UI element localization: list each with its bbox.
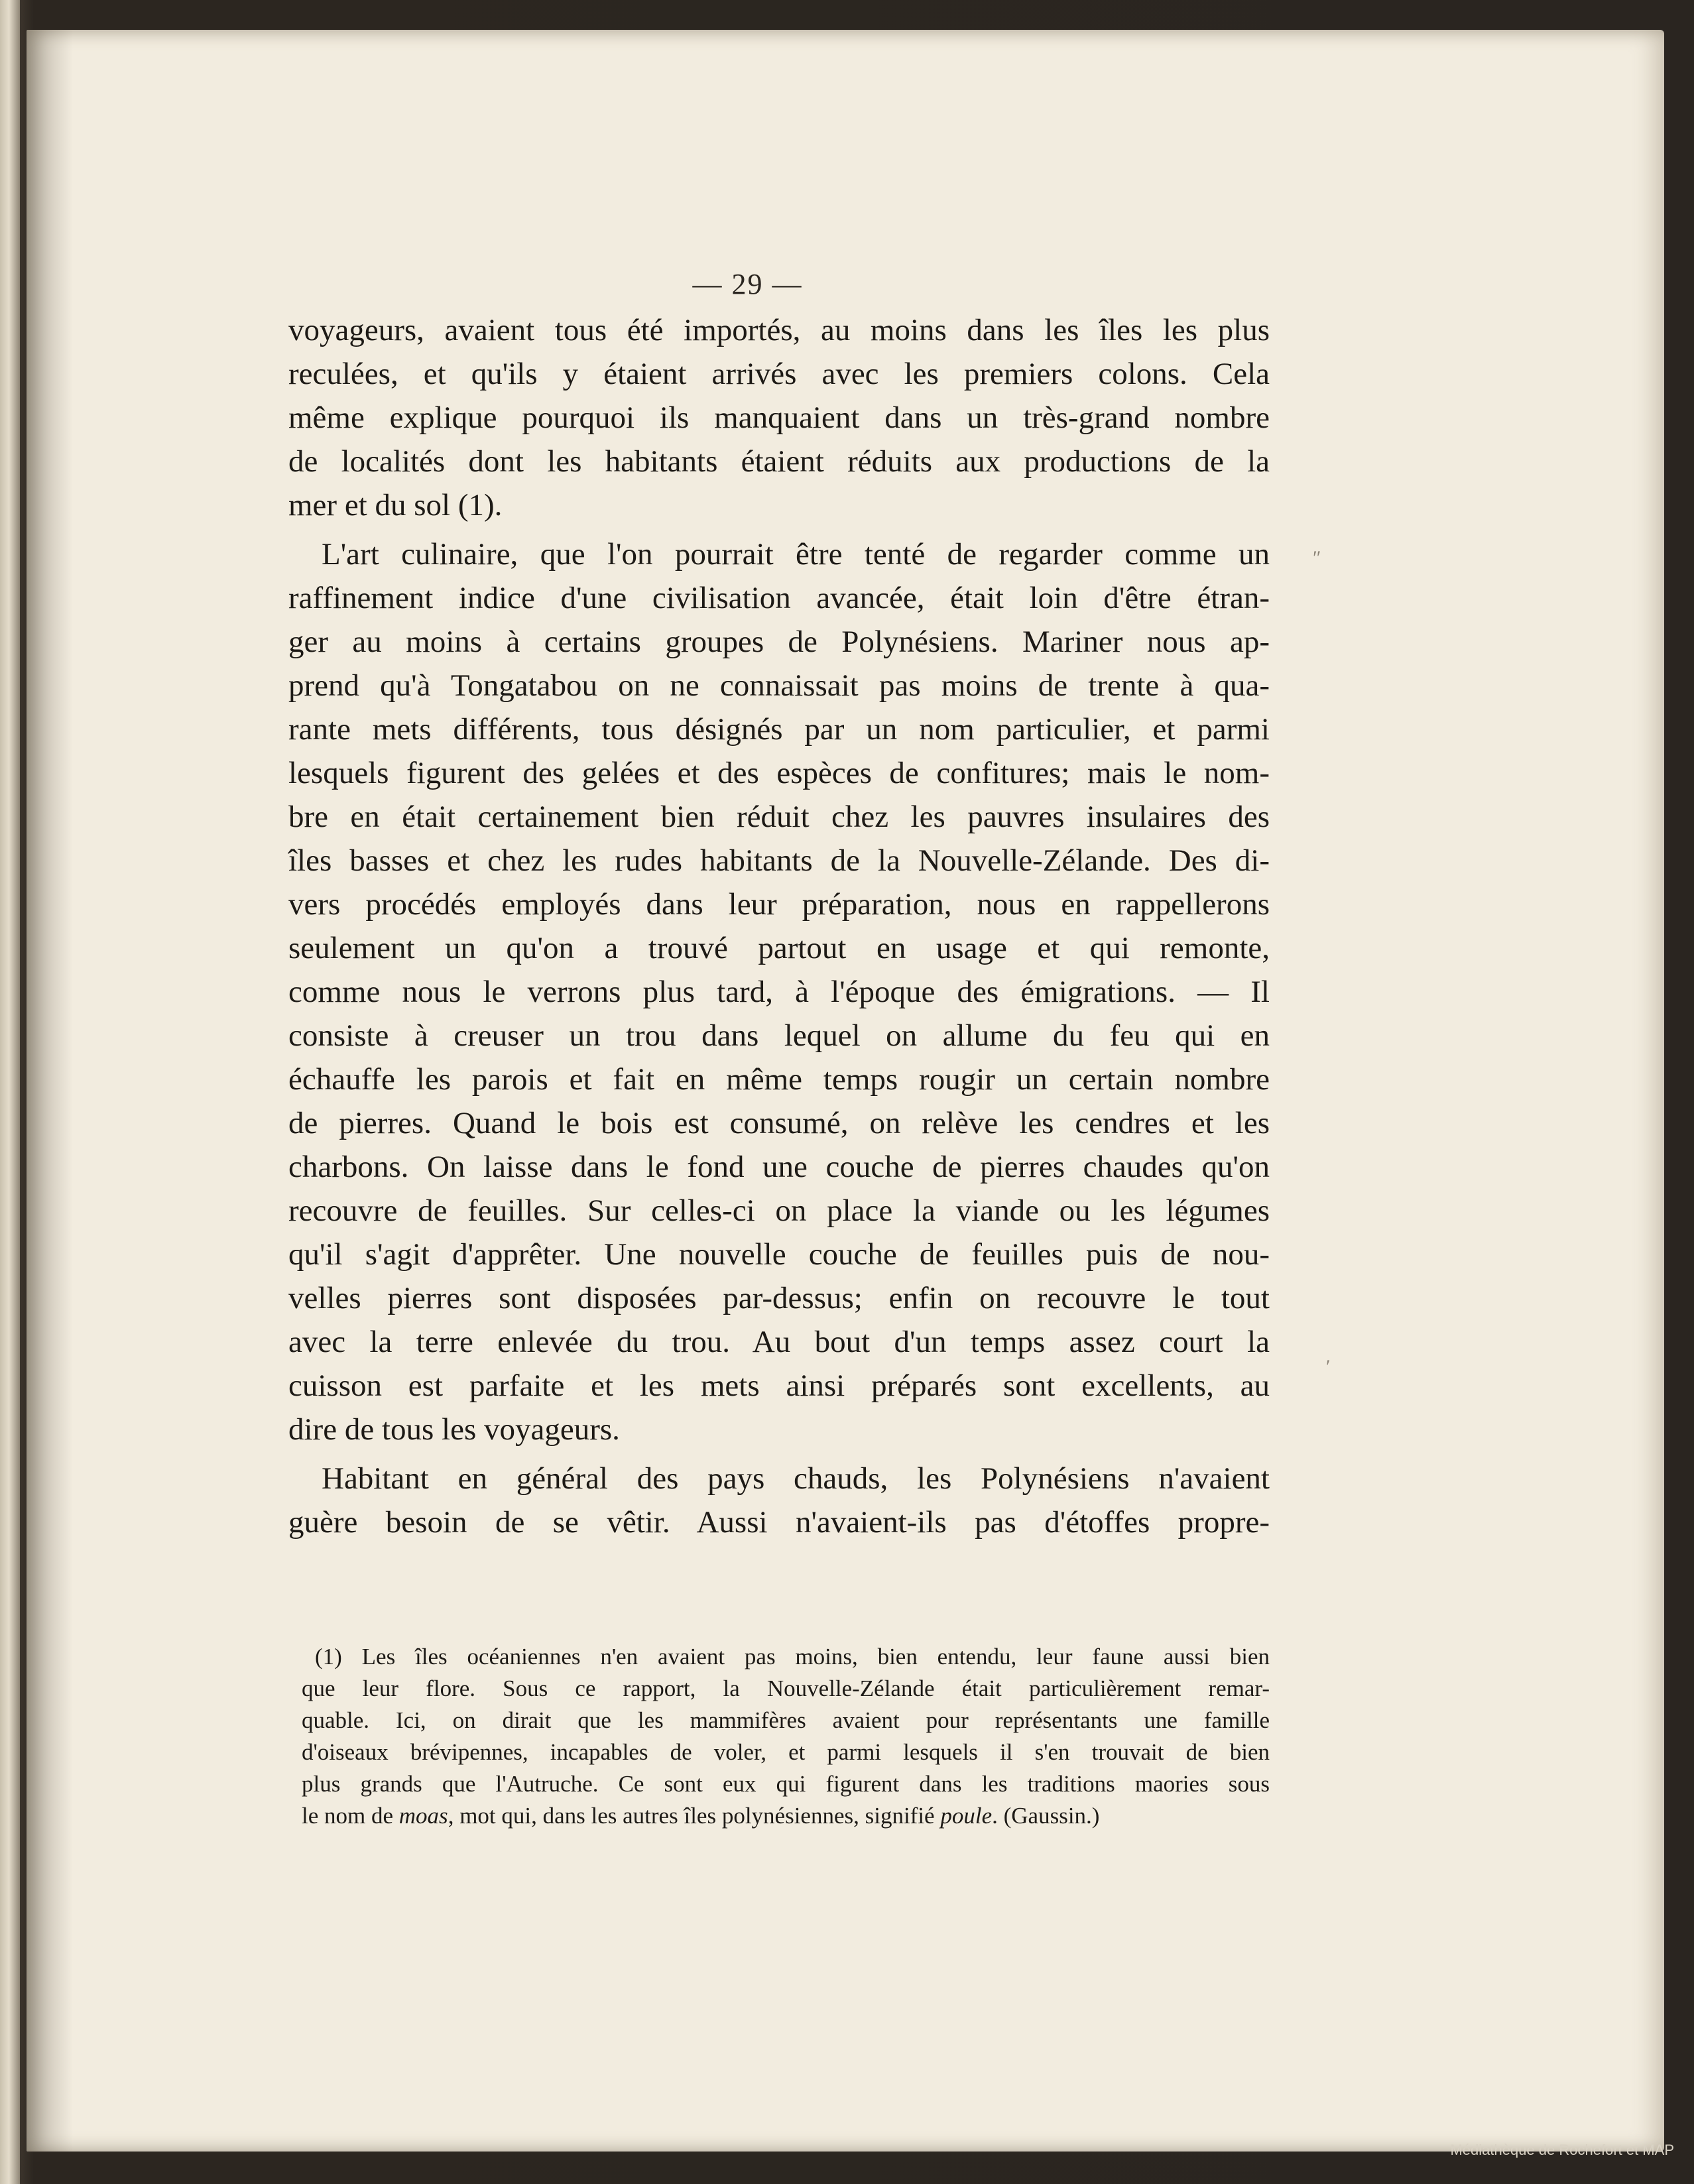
left-page-edge xyxy=(0,0,20,2184)
footnote-line xyxy=(302,1641,1270,1673)
footnote-italic-moas: moas xyxy=(398,1803,448,1829)
text-line-content: L'art culinaire, que l'on pourrait être tenté de regarder comme un xyxy=(322,537,1270,572)
library-watermark: Médiathèque de Rochefort et MAP xyxy=(1450,2142,1674,2158)
body-text xyxy=(288,308,1270,1544)
paragraph-3 xyxy=(288,1457,1270,1544)
text-line: lesquels figurent des gelées et des espèces de confitures; mais le nom- xyxy=(288,756,1270,790)
text-line: bre en était certainement bien réduit chez les pauvres insulaires des xyxy=(288,800,1270,834)
stray-ink-mark: ′ xyxy=(1326,1356,1331,1378)
text-line: reculées, et qu'ils y étaient arrivés avec les premiers colons. Cela xyxy=(288,357,1270,391)
footnote xyxy=(302,1641,1270,1832)
footnote-line: quable. Ici, on dirait que les mammifères avaient pour représentants une famille xyxy=(302,1707,1270,1733)
text-line: qu'il s'agit d'apprêter. Une nouvelle couche de feuilles puis de nou- xyxy=(288,1237,1270,1272)
footnote-italic-poule: poule xyxy=(940,1803,993,1829)
book-page xyxy=(27,30,1664,2152)
text-line: îles basses et chez les rudes habitants de la Nouvelle-Zélande. Des di- xyxy=(288,843,1270,878)
paragraph-1 xyxy=(288,308,1270,527)
paragraph-2 xyxy=(288,532,1270,1451)
text-line: velles pierres sont disposées par-dessus; enfin on recouvre le tout xyxy=(288,1281,1270,1315)
text-line: dire de tous les voyageurs. xyxy=(288,1412,620,1447)
text-line: de localités dont les habitants étaient réduits aux productions de la xyxy=(288,444,1270,479)
footnote-line: d'oiseaux brévipennes, incapables de voler, et parmi lesquels il s'en trouvait de bien xyxy=(302,1739,1270,1765)
text-line: échauffe les parois et fait en même temps rougir un certain nombre xyxy=(288,1062,1270,1097)
text-line: prend qu'à Tongatabou on ne connaissait pas moins de trente à qua- xyxy=(288,668,1270,703)
footnote-text: , mot qui, dans les autres îles polynésiennes, signifié xyxy=(448,1803,941,1829)
text-line: vers procédés employés dans leur préparation, nous en rappellerons xyxy=(288,887,1270,922)
text-line: recouvre de feuilles. Sur celles-ci on place la viande ou les légumes xyxy=(288,1193,1270,1228)
footnote-text: le nom de xyxy=(302,1803,399,1829)
text-line: comme nous le verrons plus tard, à l'époque des émigrations. — Il xyxy=(288,975,1270,1009)
text-line: raffinement indice d'une civilisation avancée, était loin d'être étran- xyxy=(288,581,1270,615)
text-line: cuisson est parfaite et les mets ainsi préparés sont excellents, au xyxy=(288,1368,1270,1403)
text-line: voyageurs, avaient tous été importés, au moins dans les îles les plus xyxy=(288,313,1270,347)
text-line: de pierres. Quand le bois est consumé, on relève les cendres et les xyxy=(288,1106,1270,1140)
text-line: charbons. On laisse dans le fond une couche de pierres chaudes qu'on xyxy=(288,1150,1270,1184)
text-line: mer et du sol (1). xyxy=(288,488,503,522)
footnote-line: plus grands que l'Autruche. Ce sont eux qui figurent dans les traditions maories sous xyxy=(302,1771,1270,1797)
text-line: même explique pourquoi ils manquaient dans un très-grand nombre xyxy=(288,400,1270,435)
footnote-line: que leur flore. Sous ce rapport, la Nouvelle-Zélande était particulièrement remar- xyxy=(302,1675,1270,1701)
stray-ink-mark: ″ xyxy=(1313,547,1321,569)
text-line: guère besoin de se vêtir. Aussi n'avaient-ils pas d'étoffes propre- xyxy=(288,1505,1270,1540)
footnote-line xyxy=(302,1800,1270,1832)
text-line: rante mets différents, tous désignés par un nom particulier, et parmi xyxy=(288,712,1270,747)
footnote-line-content: (1) Les îles océaniennes n'en avaient pas moins, bien entendu, leur faune aussi bien xyxy=(315,1644,1270,1669)
text-line xyxy=(288,532,1270,576)
footnote-text: . (Gaussin.) xyxy=(992,1803,1100,1829)
text-line xyxy=(288,1457,1270,1500)
gutter-shade xyxy=(27,30,73,2152)
text-line: consiste à creuser un trou dans lequel on allume du feu qui en xyxy=(288,1018,1270,1053)
text-line-content: Habitant en général des pays chauds, les Polynésiens n'avaient xyxy=(322,1461,1270,1496)
text-line: seulement un qu'on a trouvé partout en usage et qui remonte, xyxy=(288,931,1270,965)
text-line: ger au moins à certains groupes de Polynésiens. Mariner nous ap- xyxy=(288,625,1270,659)
page-number: — 29 — xyxy=(692,268,803,300)
text-line: avec la terre enlevée du trou. Au bout d'un temps assez court la xyxy=(288,1325,1270,1359)
